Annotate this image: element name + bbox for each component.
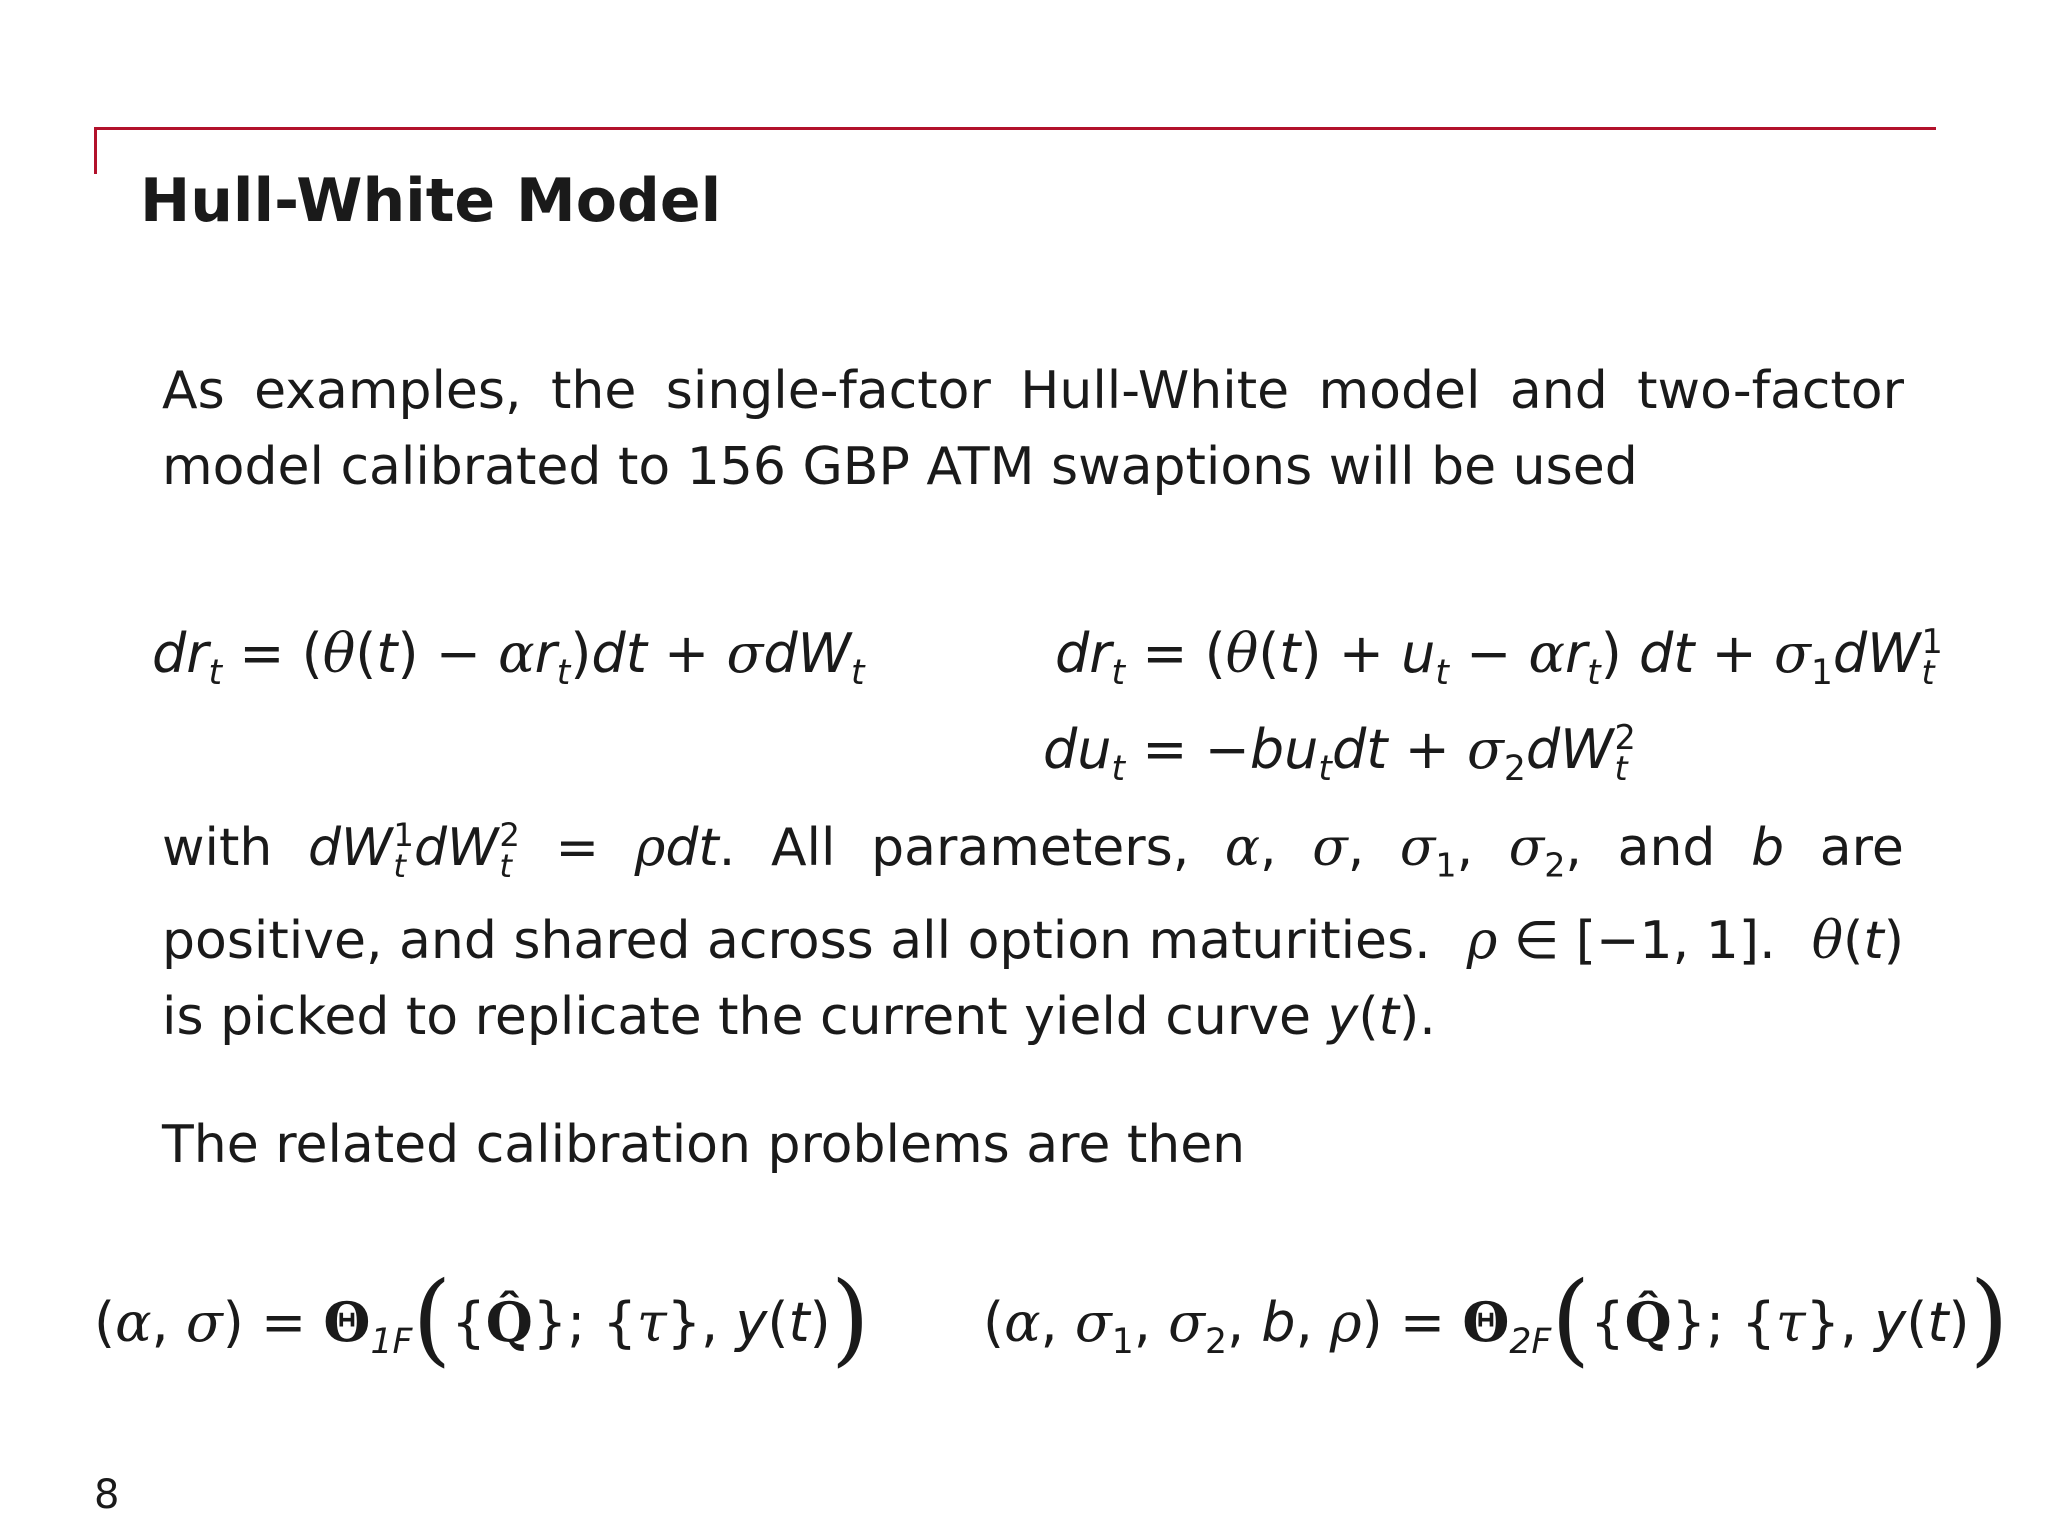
related-problems-text: The related calibration problems are then bbox=[162, 1115, 1246, 1175]
parameters-line-2-text: positive, and shared across all option maturities. bbox=[162, 911, 1431, 972]
intro-word: single-factor bbox=[665, 361, 991, 421]
slide-title: Hull-White Model bbox=[140, 166, 722, 236]
title-frame-top-rule bbox=[94, 127, 1936, 130]
two-factor-sde-u: $du_t = -bu_tdt + \sigma_2dW$ 2 t bbox=[1043, 717, 1636, 789]
title-frame-left-rule bbox=[94, 127, 97, 174]
two-factor-calibration-equation: (α, $\sigma_1$, $\sigma_2$, b, $\rho) = \Theta_{2F}(\{Q̂\}$; {τ}, y(t)) bbox=[983, 1260, 2009, 1377]
intro-word: As bbox=[162, 361, 225, 421]
intro-paragraph bbox=[162, 353, 1904, 505]
one-factor-calibration-equation: (α, $\sigma) = \Theta_{1F}(\{Q̂\}$; {τ}, y(t)) bbox=[94, 1260, 870, 1377]
parameters-line-2: positive, and shared across all option maturities. ρ ∈ [−1, 1]. θ(t) bbox=[162, 903, 1904, 979]
two-factor-sde-rate: $dr_t = (\theta(t) + u_t - \alpha r_t)$ dt + $\sigma_1dW$ 1 t bbox=[1055, 621, 1943, 693]
parameters-line-3: is picked to replicate the current yield curve y(t). bbox=[162, 987, 1436, 1048]
parameters-line-1: with dW 1 t dW 2 t = ρdt. All parameters, α, σ, $\sigma_1$, $\sigma_2$, and b are bbox=[162, 816, 1904, 885]
parameters-line-3-text: is picked to replicate the current yield curve bbox=[162, 987, 1312, 1048]
page-number: 8 bbox=[94, 1472, 120, 1518]
intro-line-2: model calibrated to 156 GBP ATM swaptions will be used bbox=[162, 437, 1638, 497]
intro-word: and bbox=[1509, 361, 1608, 421]
one-factor-sde: $dr_t = (\theta(t) - \alpha r_t)dt + \sigma dW_t$ bbox=[152, 622, 865, 693]
intro-word: model bbox=[1318, 361, 1481, 421]
parameters-paragraph bbox=[162, 810, 1904, 1055]
intro-word: the bbox=[551, 361, 637, 421]
intro-line-1 bbox=[162, 353, 1904, 429]
intro-word: two-factor bbox=[1637, 361, 1904, 421]
intro-word: Hull-White bbox=[1020, 361, 1290, 421]
intro-word: examples, bbox=[254, 361, 522, 421]
